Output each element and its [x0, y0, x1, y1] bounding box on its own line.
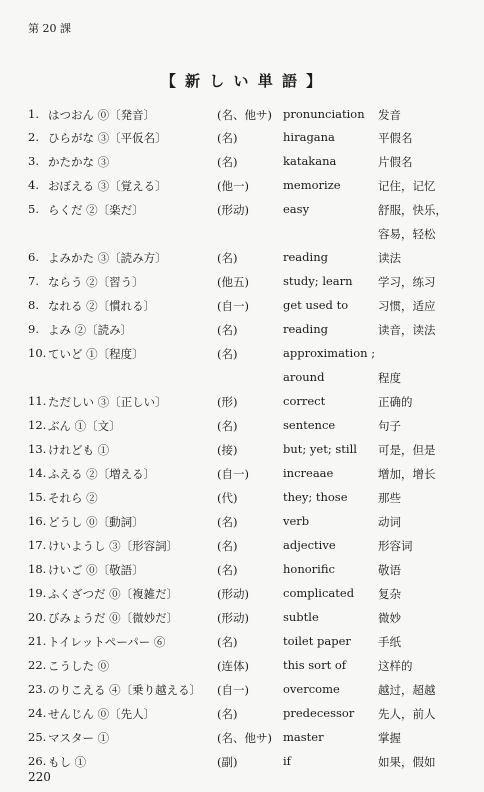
vocab-english: easy	[283, 202, 310, 216]
vocab-japanese: せんじん ⓪〔先人〕	[48, 707, 156, 721]
vocab-chinese: 发音	[378, 108, 401, 122]
vocab-number: 15.	[28, 490, 47, 504]
vocab-english: reading	[283, 250, 328, 264]
vocab-row	[0, 682, 484, 702]
vocab-part-of-speech: (名)	[217, 635, 238, 649]
vocab-japanese: らくだ ②〔楽だ〕	[48, 203, 144, 217]
vocab-row	[0, 418, 484, 438]
vocab-english: pronunciation	[283, 107, 365, 121]
vocab-row	[0, 298, 484, 318]
vocab-part-of-speech: (形)	[217, 395, 238, 409]
vocab-part-of-speech: (形动)	[217, 203, 249, 217]
vocab-japanese: けれども ①	[48, 443, 110, 457]
vocab-number: 26.	[28, 754, 47, 768]
vocab-part-of-speech: (名)	[217, 563, 238, 577]
vocab-row	[0, 634, 484, 654]
vocab-part-of-speech: (名、他サ)	[217, 731, 272, 745]
vocab-part-of-speech: (副)	[217, 755, 238, 769]
vocab-row	[0, 394, 484, 414]
vocab-part-of-speech: (他一)	[217, 179, 249, 193]
vocab-english: predecessor	[283, 706, 355, 720]
vocab-row	[0, 658, 484, 678]
vocab-number: 19.	[28, 586, 47, 600]
vocab-chinese: 正确的	[378, 395, 413, 409]
vocab-number: 23.	[28, 682, 47, 696]
vocab-part-of-speech: (他五)	[217, 275, 249, 289]
vocab-chinese: 那些	[378, 491, 401, 505]
page-title: 【 新 し い 単 語 】	[160, 72, 324, 90]
vocab-chinese: 先人，前人	[378, 707, 436, 721]
vocab-number: 16.	[28, 514, 47, 528]
vocab-english: hiragana	[283, 130, 335, 144]
vocab-japanese: もし ①	[48, 755, 87, 769]
vocab-chinese: 学习，练习	[378, 275, 436, 289]
vocab-row	[0, 562, 484, 582]
vocab-chinese: 可是，但是	[378, 443, 436, 457]
vocab-part-of-speech: (名)	[217, 515, 238, 529]
vocab-japanese: よみかた ③〔読み方〕	[48, 251, 167, 265]
vocab-english: toilet paper	[283, 634, 351, 648]
vocab-japanese: けいようし ③〔形容詞〕	[48, 539, 179, 553]
vocab-chinese: 读法	[378, 251, 401, 265]
vocab-number: 8.	[28, 298, 39, 312]
vocab-japanese: はつおん ⓪〔発音〕	[48, 108, 156, 122]
vocab-row	[0, 250, 484, 270]
vocab-japanese: ひらがな ③〔平仮名〕	[48, 131, 167, 145]
vocab-english: increaae	[283, 466, 334, 480]
vocab-english: this sort of	[283, 658, 347, 672]
vocab-row	[0, 466, 484, 486]
vocab-english: around	[283, 370, 325, 384]
vocab-row	[0, 274, 484, 294]
page-number: 220	[28, 770, 51, 784]
vocab-english: correct	[283, 394, 326, 408]
vocab-number: 4.	[28, 178, 39, 192]
vocab-part-of-speech: (接)	[217, 443, 238, 457]
vocab-english: adjective	[283, 538, 336, 552]
vocab-japanese: かたかな ③	[48, 155, 110, 169]
vocab-chinese: 敬语	[378, 563, 401, 577]
vocab-japanese: びみょうだ ⓪〔微妙だ〕	[48, 611, 179, 625]
vocab-japanese: ふくざつだ ⓪〔複雑だ〕	[48, 587, 179, 601]
vocab-row	[0, 538, 484, 558]
vocab-english: complicated	[283, 586, 355, 600]
vocab-part-of-speech: (名)	[217, 251, 238, 265]
vocab-chinese: 手纸	[378, 635, 401, 649]
vocab-part-of-speech: (形动)	[217, 611, 249, 625]
vocab-chinese: 记住，记忆	[378, 179, 436, 193]
vocab-row	[0, 754, 484, 774]
vocab-part-of-speech: (名)	[217, 707, 238, 721]
vocab-english: they; those	[283, 490, 348, 504]
vocab-japanese: どうし ⓪〔動詞〕	[48, 515, 144, 529]
vocab-part-of-speech: (名)	[217, 131, 238, 145]
lesson-number: 第 20 課	[28, 22, 71, 35]
vocab-part-of-speech: (自一)	[217, 683, 249, 697]
vocab-english: reading	[283, 322, 328, 336]
vocab-number: 7.	[28, 274, 39, 288]
vocab-english: approximation ;	[283, 346, 376, 360]
vocab-row	[0, 514, 484, 534]
vocab-english: overcome	[283, 682, 340, 696]
vocab-part-of-speech: (连体)	[217, 659, 249, 673]
vocab-row	[0, 202, 484, 222]
vocab-english: master	[283, 730, 324, 744]
vocab-chinese: 这样的	[378, 659, 413, 673]
vocab-number: 22.	[28, 658, 47, 672]
vocab-part-of-speech: (名)	[217, 323, 238, 337]
vocab-chinese: 片假名	[378, 155, 413, 169]
vocab-japanese: それら ②	[48, 491, 98, 505]
vocab-chinese: 平假名	[378, 131, 413, 145]
vocab-japanese: けいご ⓪〔敬語〕	[48, 563, 144, 577]
vocab-japanese: ふえる ②〔増える〕	[48, 467, 156, 481]
vocab-japanese: トイレットペーパー ⑥	[48, 635, 166, 649]
vocab-row	[0, 370, 484, 390]
vocab-row	[0, 154, 484, 174]
vocab-english: study; learn	[283, 274, 353, 288]
vocab-row	[0, 490, 484, 510]
vocab-part-of-speech: (代)	[217, 491, 238, 505]
vocab-japanese: ならう ②〔習う〕	[48, 275, 144, 289]
vocab-part-of-speech: (形动)	[217, 587, 249, 601]
vocab-number: 18.	[28, 562, 47, 576]
vocab-row	[0, 730, 484, 750]
vocab-number: 12.	[28, 418, 47, 432]
vocab-english: subtle	[283, 610, 319, 624]
vocab-number: 11.	[28, 394, 47, 408]
vocab-part-of-speech: (自一)	[217, 467, 249, 481]
vocab-chinese: 如果，假如	[378, 755, 436, 769]
vocab-number: 17.	[28, 538, 47, 552]
vocab-chinese: 动词	[378, 515, 401, 529]
vocab-english: verb	[283, 514, 310, 528]
vocab-english: but; yet; still	[283, 442, 357, 456]
vocab-chinese: 读音，读法	[378, 323, 436, 337]
vocab-number: 5.	[28, 202, 39, 216]
vocab-english: honorific	[283, 562, 335, 576]
vocab-row	[0, 322, 484, 342]
vocab-english: memorize	[283, 178, 341, 192]
vocab-number: 21.	[28, 634, 47, 648]
vocab-chinese: 句子	[378, 419, 401, 433]
vocab-chinese: 越过，超越	[378, 683, 436, 697]
vocab-english: if	[283, 754, 291, 768]
vocab-part-of-speech: (名)	[217, 539, 238, 553]
vocab-chinese: 习惯，适应	[378, 299, 436, 313]
vocab-number: 24.	[28, 706, 47, 720]
vocab-number: 1.	[28, 107, 39, 121]
vocab-japanese: のりこえる ④〔乗り越える〕	[48, 683, 202, 697]
vocab-number: 3.	[28, 154, 39, 168]
vocab-japanese: こうした ⓪	[48, 659, 110, 673]
vocab-part-of-speech: (名、他サ)	[217, 108, 272, 122]
vocab-english: get used to	[283, 298, 349, 312]
vocab-japanese: よみ ②〔読み〕	[48, 323, 133, 337]
vocab-japanese: ただしい ③〔正しい〕	[48, 395, 167, 409]
vocab-number: 2.	[28, 130, 39, 144]
vocab-chinese: 程度	[378, 371, 401, 385]
vocab-row	[0, 442, 484, 462]
vocab-number: 13.	[28, 442, 47, 456]
vocab-english: sentence	[283, 418, 336, 432]
vocab-chinese: 舒服，快乐，	[378, 203, 447, 217]
vocab-row	[0, 226, 484, 246]
vocab-japanese: なれる ②〔慣れる〕	[48, 299, 156, 313]
vocab-row	[0, 586, 484, 606]
vocab-number: 25.	[28, 730, 47, 744]
vocab-japanese: ぶん ①〔文〕	[48, 419, 121, 433]
vocab-chinese: 微妙	[378, 611, 401, 625]
vocab-part-of-speech: (名)	[217, 347, 238, 361]
vocab-row	[0, 706, 484, 726]
vocab-number: 14.	[28, 466, 47, 480]
vocab-chinese: 增加，增长	[378, 467, 436, 481]
vocab-row	[0, 107, 484, 127]
vocab-part-of-speech: (名)	[217, 155, 238, 169]
vocab-chinese: 掌握	[378, 731, 401, 745]
vocab-japanese: マスター ①	[48, 731, 110, 745]
vocab-number: 9.	[28, 322, 39, 336]
vocab-row	[0, 610, 484, 630]
vocab-number: 20.	[28, 610, 47, 624]
vocab-chinese: 容易，轻松	[378, 227, 436, 241]
vocab-row	[0, 178, 484, 198]
vocab-number: 6.	[28, 250, 39, 264]
vocab-row	[0, 130, 484, 150]
vocab-row	[0, 346, 484, 366]
vocab-part-of-speech: (名)	[217, 419, 238, 433]
vocab-english: katakana	[283, 154, 337, 168]
vocab-part-of-speech: (自一)	[217, 299, 249, 313]
vocab-japanese: おぼえる ③〔覚える〕	[48, 179, 167, 193]
vocab-number: 10.	[28, 346, 47, 360]
vocab-chinese: 形容词	[378, 539, 413, 553]
vocab-chinese: 复杂	[378, 587, 401, 601]
vocab-japanese: ていど ①〔程度〕	[48, 347, 144, 361]
